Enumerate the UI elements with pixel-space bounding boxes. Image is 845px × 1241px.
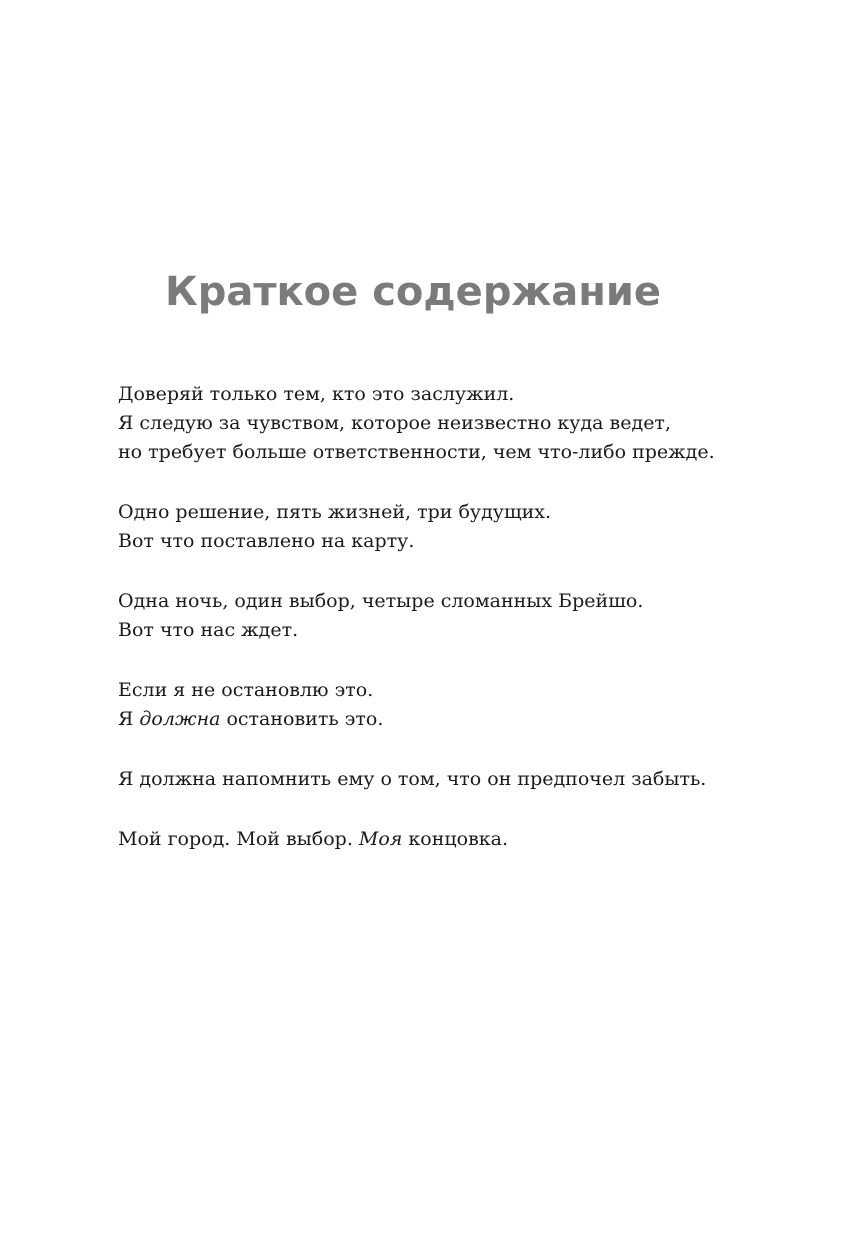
summary-text bbox=[118, 380, 758, 885]
italic-emphasis: Моя bbox=[358, 828, 403, 850]
paragraph-5 bbox=[118, 765, 758, 794]
text-line: Одно решение, пять жизней, три будущих. bbox=[118, 501, 552, 523]
text-line-emphasis bbox=[118, 705, 758, 734]
page-title: Краткое содержание bbox=[165, 269, 662, 315]
paragraph-3 bbox=[118, 587, 758, 645]
text-line: Доверяй только тем, кто это заслужил. bbox=[118, 383, 515, 405]
italic-emphasis: должна bbox=[139, 708, 221, 730]
text-line: Вот что нас ждет. bbox=[118, 619, 299, 641]
text-line: Одна ночь, один выбор, четыре сломанных Брейшо. bbox=[118, 590, 644, 612]
text-line-emphasis bbox=[118, 825, 758, 854]
paragraph-2 bbox=[118, 498, 758, 556]
text-segment: Мой город. Мой выбор. bbox=[118, 828, 359, 850]
text-segment: концовка. bbox=[402, 828, 509, 850]
text-segment: остановить это. bbox=[220, 708, 384, 730]
text-line: Я следую за чувством, которое неизвестно куда ведет, bbox=[118, 412, 671, 434]
text-line: Я должна напомнить ему о том, что он предпочел забыть. bbox=[118, 768, 707, 790]
text-line: но требует больше ответственности, чем что-либо прежде. bbox=[118, 441, 715, 463]
text-segment: Я bbox=[118, 708, 140, 730]
text-line: Вот что поставлено на карту. bbox=[118, 530, 415, 552]
paragraph-1 bbox=[118, 380, 758, 467]
paragraph-4 bbox=[118, 676, 758, 734]
paragraph-6 bbox=[118, 825, 758, 854]
text-line: Если я не остановлю это. bbox=[118, 679, 374, 701]
